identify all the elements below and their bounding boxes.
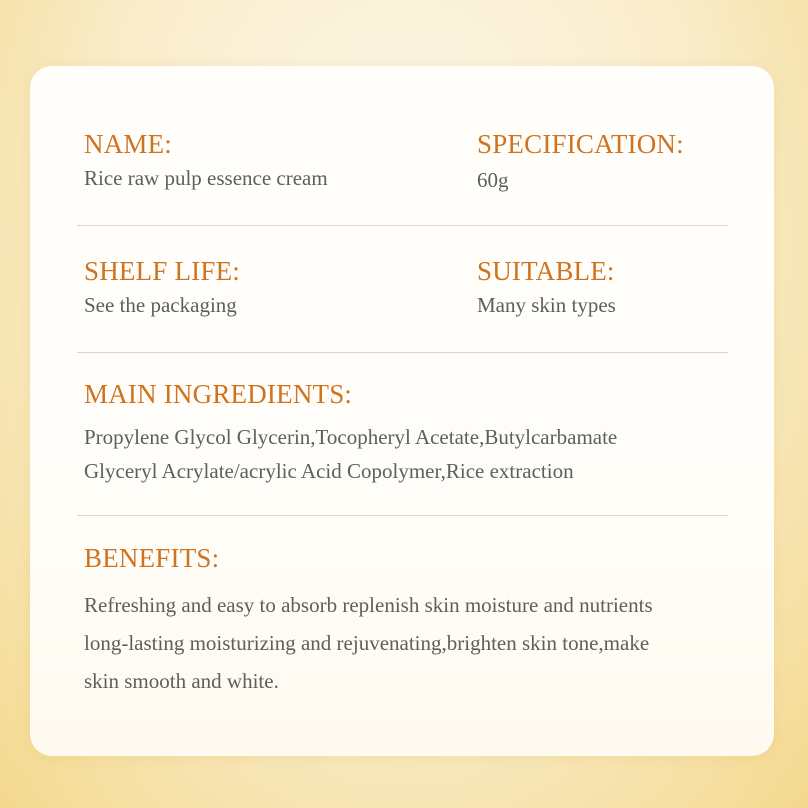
specification-value: 60g bbox=[477, 168, 509, 192]
name-value: Rice raw pulp essence cream bbox=[84, 166, 328, 190]
main-ingredients-text bbox=[84, 420, 617, 488]
benefits-line: skin smooth and white. bbox=[84, 669, 279, 693]
divider bbox=[77, 515, 728, 516]
shelf-life-value: See the packaging bbox=[84, 293, 237, 317]
suitable-heading: SUITABLE: bbox=[477, 256, 615, 286]
specification-heading: SPECIFICATION: bbox=[477, 129, 684, 159]
main-ingredients-heading: MAIN INGREDIENTS: bbox=[84, 379, 353, 409]
benefits-heading: BENEFITS: bbox=[84, 543, 220, 573]
divider bbox=[77, 352, 728, 353]
shelf-life-heading: SHELF LIFE: bbox=[84, 256, 240, 286]
benefits-line: Refreshing and easy to absorb replenish skin moisture and nutrients bbox=[84, 593, 653, 617]
benefits-line: long-lasting moisturizing and rejuvenating,brighten skin tone,make bbox=[84, 631, 650, 655]
name-heading: NAME: bbox=[84, 129, 172, 159]
suitable-value: Many skin types bbox=[477, 293, 616, 317]
ingredients-line: Propylene Glycol Glycerin,Tocopheryl Acetate,Butylcarbamate bbox=[84, 425, 618, 449]
benefits-text bbox=[84, 586, 653, 700]
divider bbox=[77, 225, 728, 226]
ingredients-line: Glyceryl Acrylate/acrylic Acid Copolymer,Rice extraction bbox=[84, 459, 574, 483]
